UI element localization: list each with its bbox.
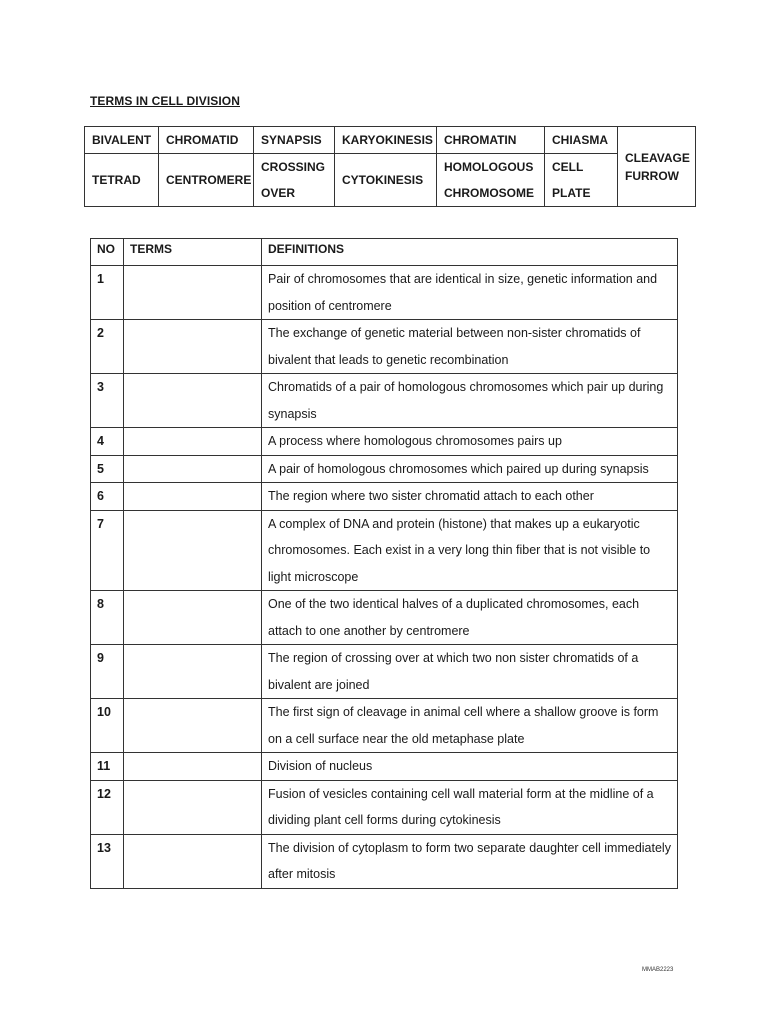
header-no: NO bbox=[91, 239, 124, 266]
row-number: 3 bbox=[91, 374, 124, 428]
row-number: 1 bbox=[91, 266, 124, 320]
header-definitions: DEFINITIONS bbox=[262, 239, 678, 266]
term-answer-cell[interactable] bbox=[124, 699, 262, 753]
term-cell: HOMOLOGOUS CHROMOSOME bbox=[437, 154, 545, 207]
definition-text: Chromatids of a pair of homologous chromosomes which pair up during synapsis bbox=[262, 374, 678, 428]
definition-text: A complex of DNA and protein (histone) that makes up a eukaryotic chromosomes. Each exist in a very long thin fiber that is not visible to light microscope bbox=[262, 510, 678, 591]
term-answer-cell[interactable] bbox=[124, 510, 262, 591]
table-row bbox=[91, 483, 678, 511]
row-number: 5 bbox=[91, 455, 124, 483]
row-number: 13 bbox=[91, 834, 124, 888]
terms-bank-row bbox=[85, 127, 696, 154]
term-cell: SYNAPSIS bbox=[254, 127, 335, 154]
term-answer-cell[interactable] bbox=[124, 483, 262, 511]
term-cell: CHROMATIN bbox=[437, 127, 545, 154]
definition-text: A process where homologous chromosomes pairs up bbox=[262, 428, 678, 456]
table-row bbox=[91, 780, 678, 834]
definition-text: The division of cytoplasm to form two separate daughter cell immediately after mitosis bbox=[262, 834, 678, 888]
definition-text: A pair of homologous chromosomes which paired up during synapsis bbox=[262, 455, 678, 483]
table-row bbox=[91, 645, 678, 699]
term-cell: TETRAD bbox=[85, 154, 159, 207]
table-row bbox=[91, 753, 678, 781]
term-answer-cell[interactable] bbox=[124, 455, 262, 483]
table-row bbox=[91, 699, 678, 753]
footer-code: MMAB2223 bbox=[642, 967, 674, 973]
term-answer-cell[interactable] bbox=[124, 266, 262, 320]
definition-text: Fusion of vesicles containing cell wall material form at the midline of a dividing plant cell forms during cytokinesis bbox=[262, 780, 678, 834]
definitions-header-row bbox=[91, 239, 678, 266]
definition-text: Pair of chromosomes that are identical in size, genetic information and position of centromere bbox=[262, 266, 678, 320]
definition-text: The region of crossing over at which two non sister chromatids of a bivalent are joined bbox=[262, 645, 678, 699]
terms-bank-table bbox=[84, 126, 696, 207]
term-cell: CHIASMA bbox=[545, 127, 618, 154]
row-number: 10 bbox=[91, 699, 124, 753]
table-row bbox=[91, 428, 678, 456]
term-answer-cell[interactable] bbox=[124, 320, 262, 374]
table-row bbox=[91, 834, 678, 888]
term-answer-cell[interactable] bbox=[124, 780, 262, 834]
table-row bbox=[91, 266, 678, 320]
row-number: 2 bbox=[91, 320, 124, 374]
definition-text: The first sign of cleavage in animal cell where a shallow groove is form on a cell surface near the old metaphase plate bbox=[262, 699, 678, 753]
table-row bbox=[91, 591, 678, 645]
term-answer-cell[interactable] bbox=[124, 428, 262, 456]
term-answer-cell[interactable] bbox=[124, 591, 262, 645]
term-cell: CENTROMERE bbox=[159, 154, 254, 207]
row-number: 9 bbox=[91, 645, 124, 699]
term-answer-cell[interactable] bbox=[124, 834, 262, 888]
term-cell: CELL PLATE bbox=[545, 154, 618, 207]
term-cell: CROSSING OVER bbox=[254, 154, 335, 207]
table-row bbox=[91, 455, 678, 483]
page-title: TERMS IN CELL DIVISION bbox=[90, 94, 240, 108]
term-cell: CHROMATID bbox=[159, 127, 254, 154]
table-row bbox=[91, 320, 678, 374]
definition-text: The region where two sister chromatid attach to each other bbox=[262, 483, 678, 511]
header-terms: TERMS bbox=[124, 239, 262, 266]
definition-text: One of the two identical halves of a duplicated chromosomes, each attach to one another by centromere bbox=[262, 591, 678, 645]
row-number: 7 bbox=[91, 510, 124, 591]
table-row bbox=[91, 374, 678, 428]
row-number: 12 bbox=[91, 780, 124, 834]
definition-text: The exchange of genetic material between non-sister chromatids of bivalent that leads to genetic recombination bbox=[262, 320, 678, 374]
term-answer-cell[interactable] bbox=[124, 645, 262, 699]
row-number: 6 bbox=[91, 483, 124, 511]
definition-text: Division of nucleus bbox=[262, 753, 678, 781]
term-cell: KARYOKINESIS bbox=[335, 127, 437, 154]
row-number: 8 bbox=[91, 591, 124, 645]
terms-bank-row bbox=[85, 154, 696, 207]
term-cell: CLEAVAGE FURROW bbox=[618, 127, 696, 207]
row-number: 11 bbox=[91, 753, 124, 781]
term-answer-cell[interactable] bbox=[124, 374, 262, 428]
term-answer-cell[interactable] bbox=[124, 753, 262, 781]
term-cell: BIVALENT bbox=[85, 127, 159, 154]
table-row bbox=[91, 510, 678, 591]
term-cell: CYTOKINESIS bbox=[335, 154, 437, 207]
definitions-table bbox=[90, 238, 678, 889]
row-number: 4 bbox=[91, 428, 124, 456]
